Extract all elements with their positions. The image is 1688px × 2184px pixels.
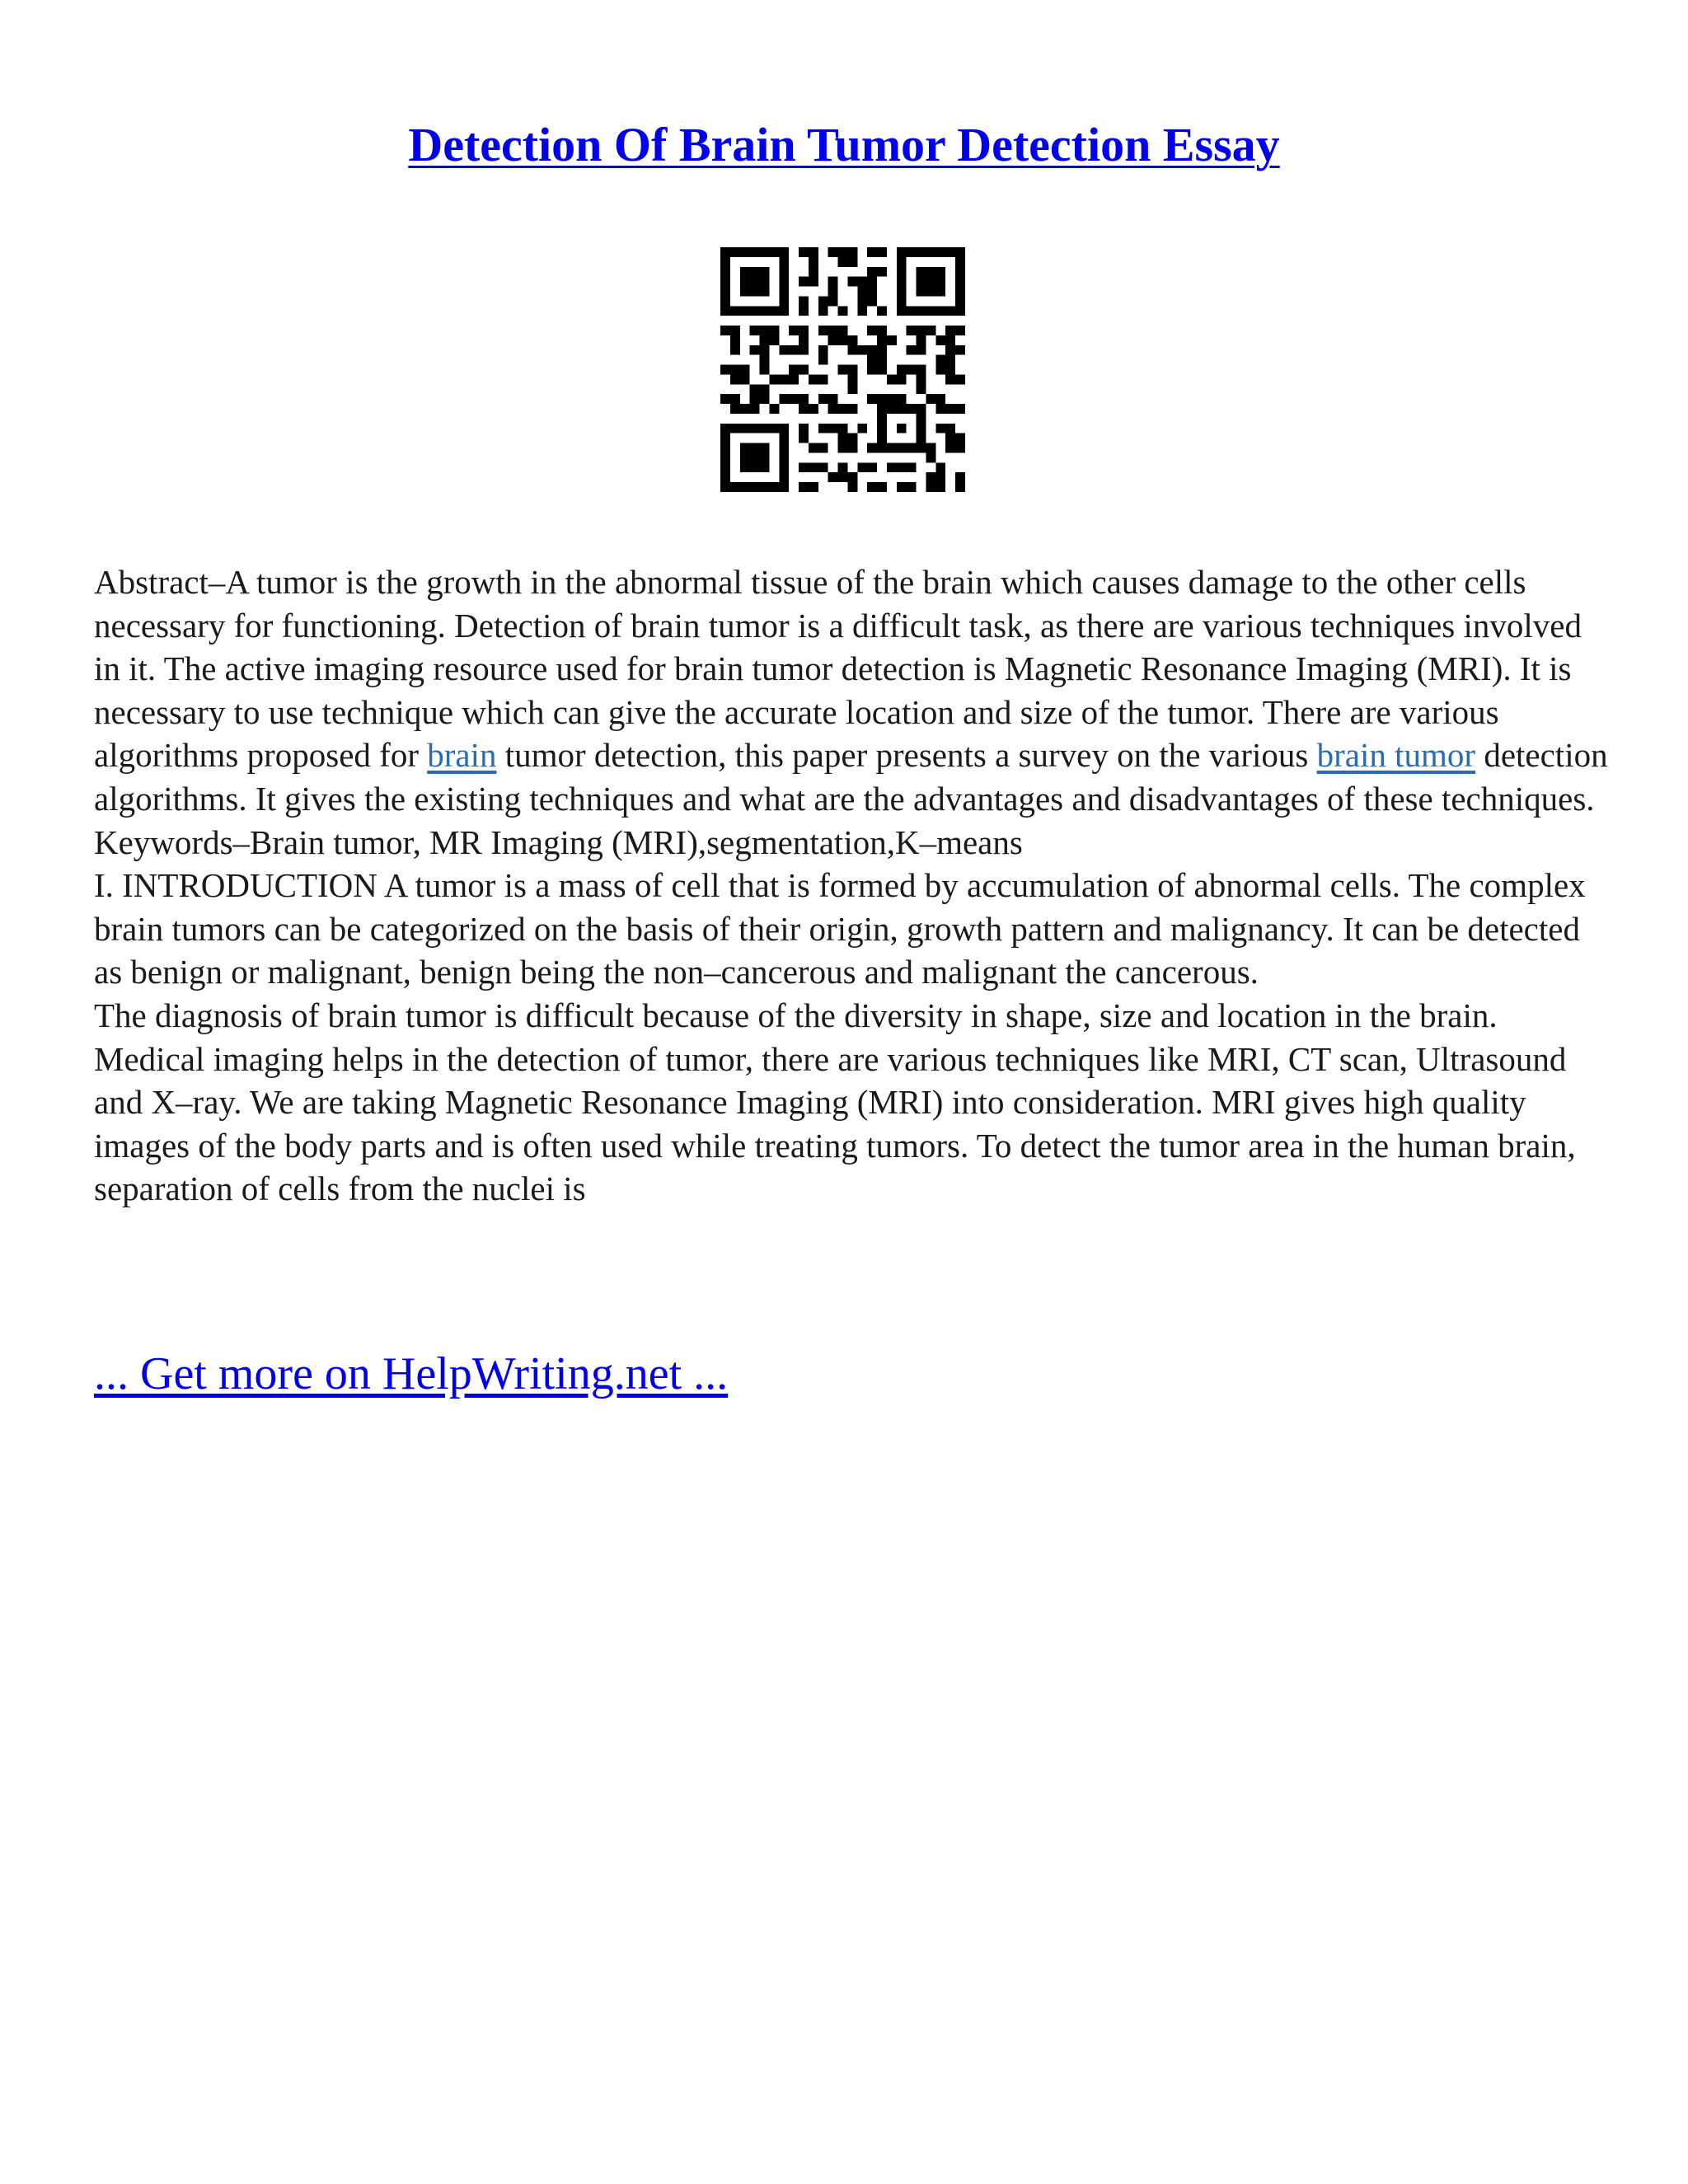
page-title [0,115,1688,175]
more-link-line [94,1345,728,1403]
brain-tumor-link[interactable]: brain tumor [1316,736,1476,775]
introduction-paragraph: I. INTRODUCTION A tumor is a mass of cell that is formed by accumulation of abnormal cells. The complex brain tumors can be categorized on the basis of their origin, growth pattern and malignancy. It can be detected as benign or malignant, benign being the non–cancerous and malignant the cancerous. [94,866,1586,991]
qr-code-icon [720,247,965,492]
brain-link[interactable]: brain [427,736,497,775]
get-more-link[interactable]: ... Get more on HelpWriting.net ... [94,1348,729,1399]
abstract-paragraph: Abstract–A tumor is the growth in the abnormal tissue of the brain which causes damage to the other cells necessary for functioning. Detection of brain tumor is a difficult task, as there are various techniques involved in it. The active imaging resource used for brain tumor detection is Magnetic Resonance Imaging (MRI). It is necessary to use technique which can give the accurate location and size of the tumor. There are various algorithms proposed for brain tumor detection, this paper presents a survey on the various brain tumor detection algorithms. It gives the existing techniques and what are the advantages and disadvantages of these techniques. [94,563,1608,818]
title-link[interactable]: Detection Of Brain Tumor Detection Essay [408,118,1280,171]
keywords-paragraph: Keywords–Brain tumor, MR Imaging (MRI),segmentation,K–means [94,823,1023,861]
essay-body [94,560,1611,1211]
diagnosis-paragraph: The diagnosis of brain tumor is difficult because of the diversity in shape, size and location in the brain. Medical imaging helps in the detection of tumor, there are various techniques like MRI, CT scan, Ultrasound and X–ray. We are taking Magnetic Resonance Imaging (MRI) into consideration. MRI gives high quality images of the body parts and is often used while treating tumors. To detect the tumor area in the human brain, separation of cells from the nuclei is [94,996,1576,1208]
